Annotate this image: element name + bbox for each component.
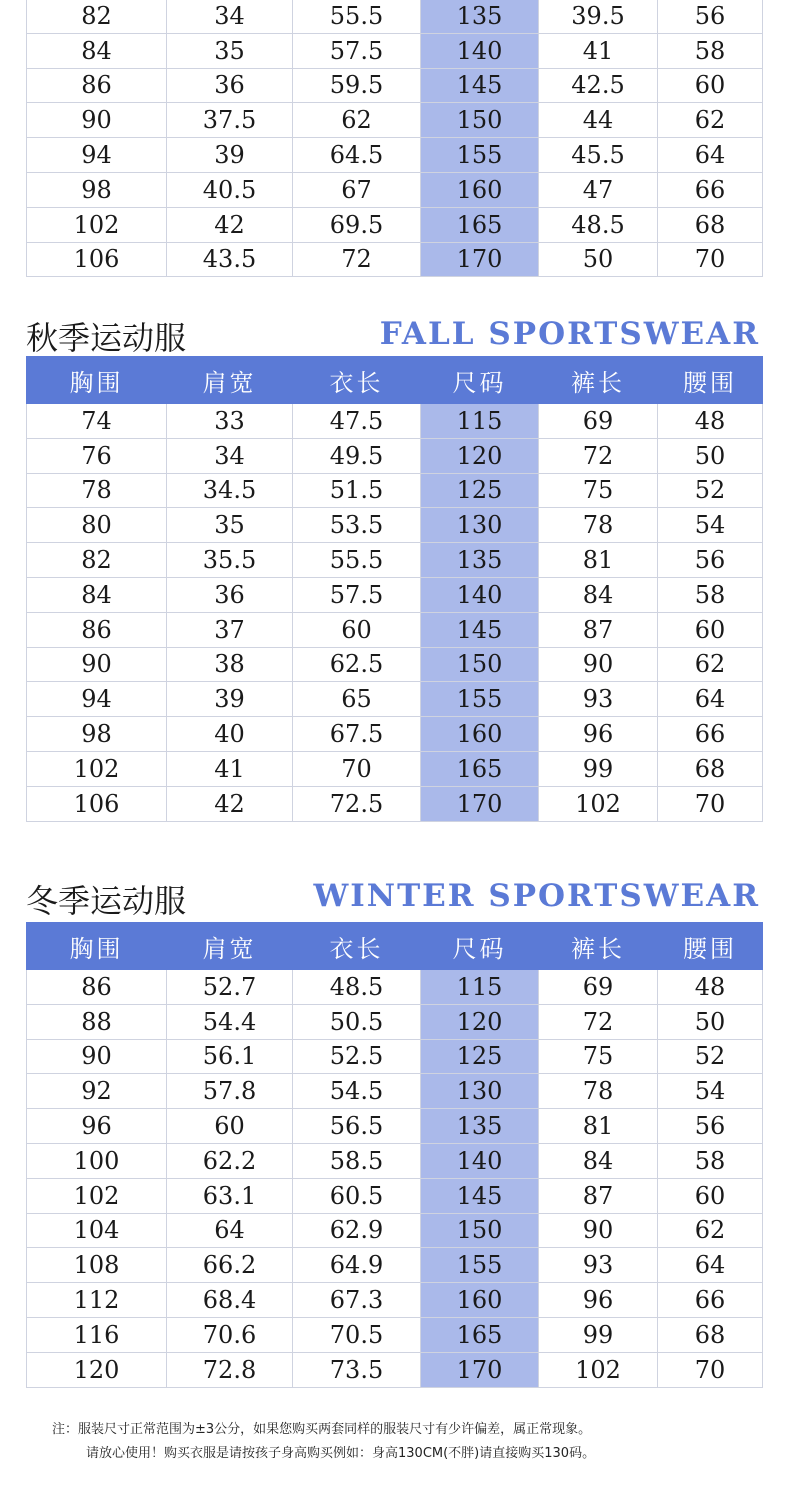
table-row <box>27 751 763 786</box>
table-cell: 82 <box>27 0 167 33</box>
table-cell: 93 <box>539 682 658 717</box>
table-cell: 63.1 <box>167 1178 293 1213</box>
table-cell: 96 <box>539 1283 658 1318</box>
table-row <box>27 103 763 138</box>
table-row <box>27 508 763 543</box>
size-cell: 150 <box>421 1213 539 1248</box>
table-cell: 44 <box>539 103 658 138</box>
size-cell: 140 <box>421 1143 539 1178</box>
table-cell: 60 <box>658 1178 763 1213</box>
size-cell: 140 <box>421 577 539 612</box>
table-cell: 43.5 <box>167 242 293 277</box>
size-cell: 125 <box>421 1039 539 1074</box>
table-cell: 55.5 <box>293 543 421 578</box>
table-row <box>27 786 763 821</box>
table-cell: 96 <box>27 1109 167 1144</box>
size-cell: 155 <box>421 1248 539 1283</box>
size-cell: 115 <box>421 970 539 1005</box>
table-cell: 36 <box>167 68 293 103</box>
table-cell: 64.9 <box>293 1248 421 1283</box>
table-cell: 66 <box>658 1283 763 1318</box>
size-cell: 130 <box>421 1074 539 1109</box>
table-cell: 102 <box>27 751 167 786</box>
winter-header-row <box>27 923 763 970</box>
column-header: 肩宽 <box>167 357 293 404</box>
size-cell: 155 <box>421 682 539 717</box>
table-cell: 62 <box>658 1213 763 1248</box>
table-cell: 50 <box>539 242 658 277</box>
table-cell: 56.1 <box>167 1039 293 1074</box>
size-cell: 160 <box>421 172 539 207</box>
table-cell: 66 <box>658 172 763 207</box>
table-cell: 72.5 <box>293 786 421 821</box>
table-cell: 54 <box>658 508 763 543</box>
table-cell: 50 <box>658 1004 763 1039</box>
table-cell: 40.5 <box>167 172 293 207</box>
column-header: 裤长 <box>539 923 658 970</box>
table-cell: 70 <box>293 751 421 786</box>
table-cell: 84 <box>27 33 167 68</box>
table-cell: 60 <box>167 1109 293 1144</box>
table-cell: 56 <box>658 1109 763 1144</box>
table-row <box>27 682 763 717</box>
table-cell: 66.2 <box>167 1248 293 1283</box>
table-cell: 70 <box>658 242 763 277</box>
table-cell: 88 <box>27 1004 167 1039</box>
winter-title-en: WINTER SPORTSWEAR <box>313 878 760 914</box>
table-cell: 90 <box>27 1039 167 1074</box>
table-cell: 108 <box>27 1248 167 1283</box>
column-header: 尺码 <box>421 357 539 404</box>
table-cell: 66 <box>658 717 763 752</box>
table-cell: 52 <box>658 1039 763 1074</box>
table-cell: 64 <box>167 1213 293 1248</box>
table-cell: 69.5 <box>293 207 421 242</box>
table-cell: 106 <box>27 786 167 821</box>
size-cell: 150 <box>421 103 539 138</box>
table-cell: 60.5 <box>293 1178 421 1213</box>
table-cell: 81 <box>539 1109 658 1144</box>
table-cell: 86 <box>27 612 167 647</box>
table-row <box>27 138 763 173</box>
table-row <box>27 1109 763 1144</box>
fall-title-en: FALL SPORTSWEAR <box>379 316 760 352</box>
table-cell: 56 <box>658 543 763 578</box>
table-cell: 64.5 <box>293 138 421 173</box>
table-cell: 74 <box>27 404 167 439</box>
size-cell: 170 <box>421 786 539 821</box>
table-cell: 72 <box>539 438 658 473</box>
table-row <box>27 68 763 103</box>
table-cell: 56 <box>658 0 763 33</box>
table-cell: 64 <box>658 138 763 173</box>
table-cell: 78 <box>539 1074 658 1109</box>
table-row <box>27 0 763 33</box>
table-cell: 90 <box>27 103 167 138</box>
size-cell: 125 <box>421 473 539 508</box>
table-cell: 55.5 <box>293 0 421 33</box>
table-cell: 93 <box>539 1248 658 1283</box>
size-cell: 160 <box>421 717 539 752</box>
table-row <box>27 207 763 242</box>
table-cell: 64 <box>658 1248 763 1283</box>
size-cell: 135 <box>421 543 539 578</box>
table-cell: 40 <box>167 717 293 752</box>
table-cell: 62.9 <box>293 1213 421 1248</box>
table-cell: 39.5 <box>539 0 658 33</box>
table-cell: 102 <box>27 1178 167 1213</box>
table-cell: 94 <box>27 138 167 173</box>
table-cell: 35.5 <box>167 543 293 578</box>
column-header: 胸围 <box>27 923 167 970</box>
column-header: 腰围 <box>658 357 763 404</box>
table-row <box>27 970 763 1005</box>
table-cell: 112 <box>27 1283 167 1318</box>
table-cell: 75 <box>539 473 658 508</box>
size-cell: 165 <box>421 751 539 786</box>
table-cell: 48.5 <box>539 207 658 242</box>
table-cell: 68 <box>658 751 763 786</box>
table-cell: 51.5 <box>293 473 421 508</box>
note-line-2: 请放心使用！购买衣服是请按孩子身高购买例如：身高130CM(不胖)请直接购买130码。 <box>86 1446 596 1461</box>
table-cell: 72 <box>293 242 421 277</box>
table-cell: 69 <box>539 404 658 439</box>
table-cell: 52 <box>658 473 763 508</box>
size-cell: 145 <box>421 68 539 103</box>
table-cell: 87 <box>539 612 658 647</box>
table-cell: 76 <box>27 438 167 473</box>
table-cell: 41 <box>539 33 658 68</box>
table-row <box>27 612 763 647</box>
table-cell: 70.6 <box>167 1317 293 1352</box>
column-header: 尺码 <box>421 923 539 970</box>
table-cell: 60 <box>658 612 763 647</box>
table-cell: 120 <box>27 1352 167 1387</box>
table-row <box>27 172 763 207</box>
table-cell: 38 <box>167 647 293 682</box>
table-cell: 34 <box>167 0 293 33</box>
table-cell: 99 <box>539 1317 658 1352</box>
size-cell: 115 <box>421 404 539 439</box>
table-cell: 47 <box>539 172 658 207</box>
table-cell: 45.5 <box>539 138 658 173</box>
table-cell: 54 <box>658 1074 763 1109</box>
table-cell: 69 <box>539 970 658 1005</box>
table-cell: 35 <box>167 33 293 68</box>
size-cell: 160 <box>421 1283 539 1318</box>
table-cell: 54.5 <box>293 1074 421 1109</box>
table-cell: 82 <box>27 543 167 578</box>
table-cell: 59.5 <box>293 68 421 103</box>
table-row <box>27 1283 763 1318</box>
table-row <box>27 473 763 508</box>
table-cell: 78 <box>539 508 658 543</box>
table-cell: 65 <box>293 682 421 717</box>
table-cell: 86 <box>27 970 167 1005</box>
table-row <box>27 1074 763 1109</box>
table-row <box>27 1178 763 1213</box>
table-cell: 70 <box>658 786 763 821</box>
table-cell: 116 <box>27 1317 167 1352</box>
table-cell: 96 <box>539 717 658 752</box>
table-cell: 52.7 <box>167 970 293 1005</box>
table-row <box>27 1004 763 1039</box>
summer-size-table-partial <box>26 0 763 277</box>
size-cell: 155 <box>421 138 539 173</box>
table-cell: 90 <box>27 647 167 682</box>
size-cell: 140 <box>421 33 539 68</box>
table-cell: 41 <box>167 751 293 786</box>
size-cell: 170 <box>421 242 539 277</box>
column-header: 裤长 <box>539 357 658 404</box>
size-cell: 120 <box>421 1004 539 1039</box>
table-cell: 57.5 <box>293 577 421 612</box>
table-cell: 58 <box>658 577 763 612</box>
table-cell: 99 <box>539 751 658 786</box>
table-cell: 42.5 <box>539 68 658 103</box>
size-cell: 170 <box>421 1352 539 1387</box>
table-cell: 34 <box>167 438 293 473</box>
table-cell: 84 <box>539 577 658 612</box>
table-cell: 104 <box>27 1213 167 1248</box>
table-cell: 67.3 <box>293 1283 421 1318</box>
table-cell: 94 <box>27 682 167 717</box>
column-header: 腰围 <box>658 923 763 970</box>
table-cell: 87 <box>539 1178 658 1213</box>
table-cell: 62 <box>658 647 763 682</box>
table-cell: 62 <box>293 103 421 138</box>
table-cell: 37.5 <box>167 103 293 138</box>
table-cell: 39 <box>167 682 293 717</box>
table-row <box>27 1213 763 1248</box>
table-cell: 50 <box>658 438 763 473</box>
table-cell: 92 <box>27 1074 167 1109</box>
table-cell: 48.5 <box>293 970 421 1005</box>
table-cell: 49.5 <box>293 438 421 473</box>
table-row <box>27 1317 763 1352</box>
table-cell: 90 <box>539 1213 658 1248</box>
size-cell: 150 <box>421 647 539 682</box>
table-cell: 60 <box>658 68 763 103</box>
table-cell: 84 <box>27 577 167 612</box>
table-row <box>27 1352 763 1387</box>
table-cell: 54.4 <box>167 1004 293 1039</box>
table-cell: 62.5 <box>293 647 421 682</box>
size-cell: 165 <box>421 1317 539 1352</box>
table-cell: 56.5 <box>293 1109 421 1144</box>
table-cell: 68 <box>658 207 763 242</box>
table-cell: 35 <box>167 508 293 543</box>
size-cell: 135 <box>421 0 539 33</box>
table-cell: 98 <box>27 172 167 207</box>
table-cell: 64 <box>658 682 763 717</box>
table-cell: 70 <box>658 1352 763 1387</box>
size-cell: 145 <box>421 1178 539 1213</box>
table-cell: 73.5 <box>293 1352 421 1387</box>
table-row <box>27 242 763 277</box>
table-row <box>27 543 763 578</box>
table-cell: 50.5 <box>293 1004 421 1039</box>
table-cell: 78 <box>27 473 167 508</box>
table-cell: 57.5 <box>293 33 421 68</box>
table-cell: 68 <box>658 1317 763 1352</box>
table-cell: 34.5 <box>167 473 293 508</box>
table-cell: 102 <box>27 207 167 242</box>
fall-size-table <box>26 356 763 822</box>
table-cell: 72 <box>539 1004 658 1039</box>
size-cell: 130 <box>421 508 539 543</box>
table-cell: 106 <box>27 242 167 277</box>
table-cell: 102 <box>539 786 658 821</box>
table-cell: 98 <box>27 717 167 752</box>
table-cell: 52.5 <box>293 1039 421 1074</box>
winter-size-table <box>26 922 763 1388</box>
table-cell: 80 <box>27 508 167 543</box>
table-cell: 48 <box>658 970 763 1005</box>
table-cell: 90 <box>539 647 658 682</box>
table-cell: 84 <box>539 1143 658 1178</box>
table-row <box>27 1143 763 1178</box>
table-cell: 42 <box>167 786 293 821</box>
table-row <box>27 1039 763 1074</box>
size-cell: 145 <box>421 612 539 647</box>
table-row <box>27 1248 763 1283</box>
table-cell: 67.5 <box>293 717 421 752</box>
table-cell: 57.8 <box>167 1074 293 1109</box>
fall-title-cn: 秋季运动服 <box>26 319 187 357</box>
column-header: 胸围 <box>27 357 167 404</box>
size-cell: 165 <box>421 207 539 242</box>
table-row <box>27 33 763 68</box>
table-row <box>27 577 763 612</box>
table-cell: 68.4 <box>167 1283 293 1318</box>
table-cell: 36 <box>167 577 293 612</box>
column-header: 衣长 <box>293 923 421 970</box>
fall-header-row <box>27 357 763 404</box>
note-line-1: 注：服装尺寸正常范围为±3公分，如果您购买两套同样的服装尺寸有少许偏差，属正常现象。 <box>52 1422 592 1437</box>
table-cell: 60 <box>293 612 421 647</box>
table-cell: 81 <box>539 543 658 578</box>
table-cell: 62.2 <box>167 1143 293 1178</box>
table-cell: 58 <box>658 1143 763 1178</box>
table-cell: 86 <box>27 68 167 103</box>
table-cell: 102 <box>539 1352 658 1387</box>
table-cell: 48 <box>658 404 763 439</box>
table-cell: 100 <box>27 1143 167 1178</box>
table-cell: 58.5 <box>293 1143 421 1178</box>
winter-title-cn: 冬季运动服 <box>26 882 187 920</box>
column-header: 肩宽 <box>167 923 293 970</box>
table-row <box>27 438 763 473</box>
table-cell: 39 <box>167 138 293 173</box>
size-cell: 120 <box>421 438 539 473</box>
size-cell: 135 <box>421 1109 539 1144</box>
table-cell: 53.5 <box>293 508 421 543</box>
table-cell: 42 <box>167 207 293 242</box>
table-cell: 70.5 <box>293 1317 421 1352</box>
table-cell: 72.8 <box>167 1352 293 1387</box>
table-cell: 75 <box>539 1039 658 1074</box>
table-row <box>27 404 763 439</box>
table-row <box>27 647 763 682</box>
table-cell: 33 <box>167 404 293 439</box>
table-cell: 47.5 <box>293 404 421 439</box>
table-cell: 62 <box>658 103 763 138</box>
table-cell: 67 <box>293 172 421 207</box>
column-header: 衣长 <box>293 357 421 404</box>
table-row <box>27 717 763 752</box>
table-cell: 58 <box>658 33 763 68</box>
table-cell: 37 <box>167 612 293 647</box>
